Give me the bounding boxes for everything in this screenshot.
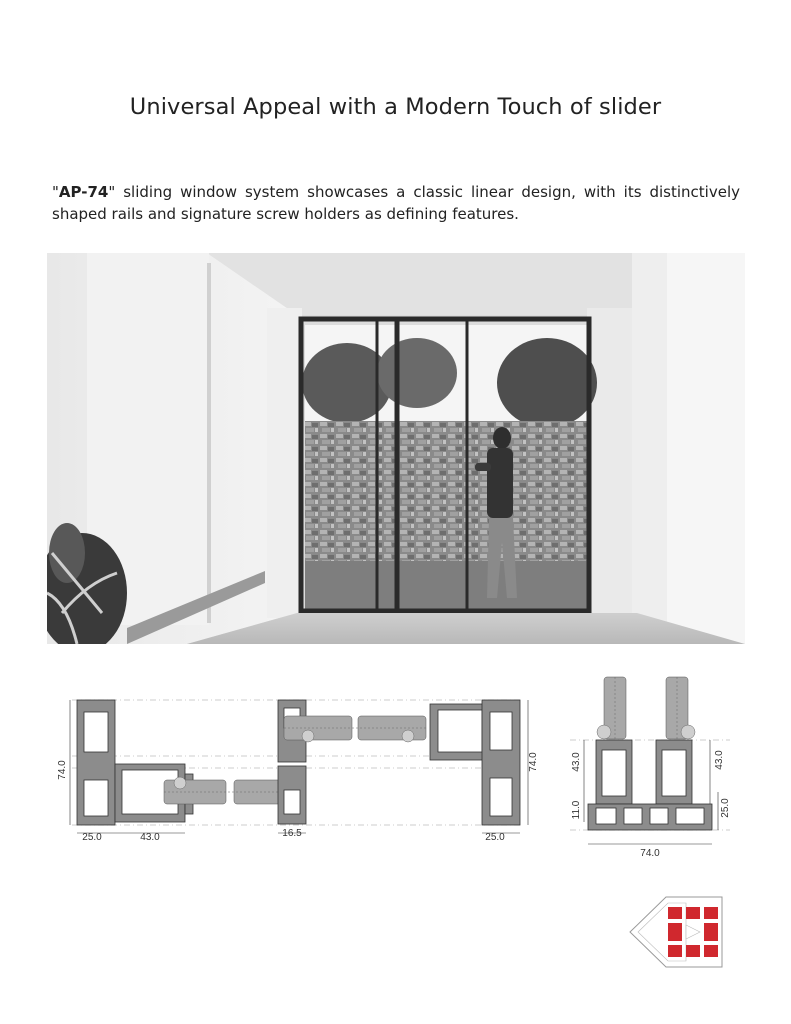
dim-25-right: 25.0	[485, 832, 505, 843]
product-name: AP-74	[58, 183, 109, 201]
dim-43-left: 43.0	[571, 752, 582, 772]
dim-43: 43.0	[140, 832, 160, 843]
cross-section-drawing	[560, 672, 740, 862]
plan-section-drawing	[52, 690, 542, 850]
intro-paragraph	[52, 181, 740, 225]
interior-photo	[47, 253, 745, 644]
dim-height-left: 74.0	[57, 760, 68, 780]
dim-11-left: 11.0	[571, 800, 582, 820]
company-logo	[628, 895, 724, 969]
quote-open: "	[52, 183, 59, 201]
dim-74-width: 74.0	[640, 848, 660, 859]
intro-text: " sliding window system showcases a classic linear design, with its distinctively shaped rails and signature screw holders as defining features.	[52, 183, 740, 223]
dim-43-right: 43.0	[714, 750, 725, 770]
dim-25-right: 25.0	[720, 798, 731, 818]
dim-25-left: 25.0	[82, 832, 102, 843]
dim-16-5: 16.5	[282, 828, 302, 839]
dim-height-right: 74.0	[528, 752, 539, 772]
page-title: Universal Appeal with a Modern Touch of slider	[129, 94, 662, 120]
